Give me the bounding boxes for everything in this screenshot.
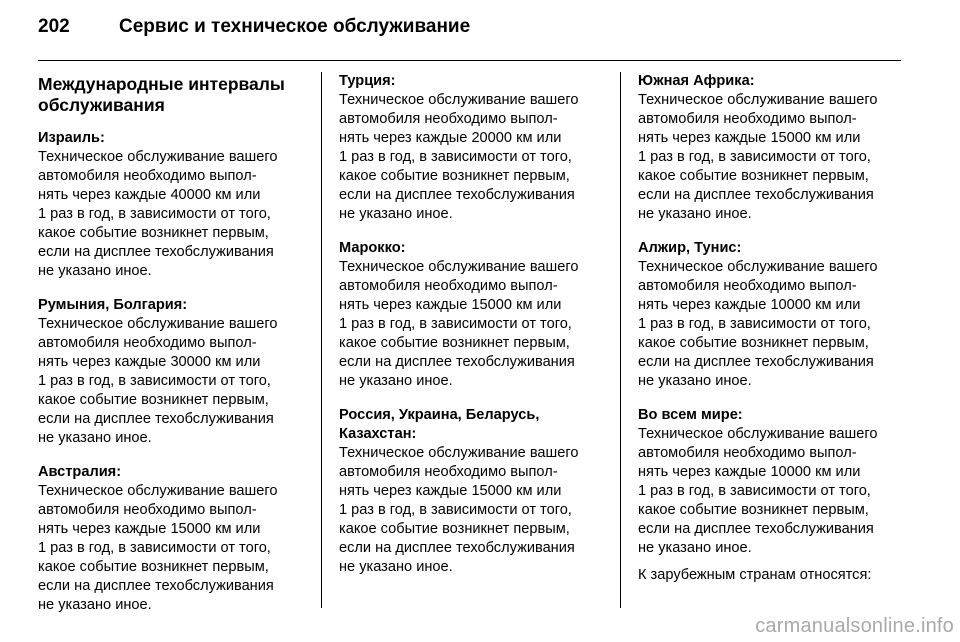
foreign-countries-note: К зарубежным странам относятся: [638,567,872,583]
section-title: Международные интервалы обслуживания [38,74,285,115]
entry-heading: Россия, Украина, Беларусь, [339,407,540,423]
entry-heading: Австралия: [38,464,122,480]
entry-line: автомобиля необходимо выпол- [38,168,257,184]
entry-line: если на дисплее техобслуживания [339,187,575,203]
entry-heading: Южная Африка: [638,73,755,89]
entry-line: 1 раз в год, в зависимости от того, [339,316,572,332]
interval-entry-romania-bulgaria [38,296,308,448]
entry-line: Техническое обслуживание вашего [339,92,579,108]
entry-line: нять через каждые 20000 км или [339,130,562,146]
interval-entry-israel [38,129,308,281]
entry-line: нять через каждые 15000 км или [638,130,861,146]
entry-line: нять через каждые 30000 км или [38,354,261,370]
entry-line: какое событие возникнет первым, [339,521,570,537]
entry-line: какое событие возникнет первым, [339,168,570,184]
entry-line: нять через каждые 15000 км или [339,297,562,313]
interval-entry-australia [38,463,308,615]
entry-line: не указано иное. [638,373,752,389]
entry-line: не указано иное. [339,559,453,575]
entry-line: если на дисплее техобслуживания [38,244,274,260]
entry-heading: Турция: [339,73,396,89]
entry-line: не указано иное. [339,206,453,222]
entry-heading: Казахстан: [339,426,417,442]
entry-line: 1 раз в год, в зависимости от того, [38,373,271,389]
entry-line: если на дисплее техобслуживания [339,540,575,556]
interval-entry-worldwide [638,406,908,558]
entry-line: автомобиля необходимо выпол- [638,445,857,461]
column-divider [321,72,322,608]
entry-line: 1 раз в год, в зависимости от того, [638,483,871,499]
entry-line: какое событие возникнет первым, [339,335,570,351]
entry-line: Техническое обслуживание вашего [638,92,878,108]
entry-line: какое событие возникнет первым, [38,225,269,241]
entry-line: Техническое обслуживание вашего [339,445,579,461]
entry-line: Техническое обслуживание вашего [638,259,878,275]
entry-line: 1 раз в год, в зависимости от того, [38,540,271,556]
entry-heading: Румыния, Болгария: [38,297,188,313]
entry-line: если на дисплее техобслуживания [638,354,874,370]
entry-line: какое событие возникнет первым, [638,168,869,184]
entry-line: нять через каждые 10000 км или [638,297,861,313]
column-divider [620,72,621,608]
entry-line: 1 раз в год, в зависимости от того, [638,316,871,332]
entry-line: не указано иное. [38,430,152,446]
entry-line: 1 раз в год, в зависимости от того, [339,502,572,518]
entry-line: нять через каждые 40000 км или [38,187,261,203]
entry-heading: Марокко: [339,240,406,256]
page-number: 202 [38,16,70,37]
entry-heading: Израиль: [38,130,105,146]
entry-line: нять через каждые 10000 км или [638,464,861,480]
entry-line: если на дисплее техобслуживания [38,578,274,594]
entry-line: не указано иное. [38,263,152,279]
entry-line: какое событие возникнет первым, [38,392,269,408]
entry-line: Техническое обслуживание вашего [38,316,278,332]
entry-line: Техническое обслуживание вашего [38,149,278,165]
entry-line: автомобиля необходимо выпол- [339,464,558,480]
entry-line: какое событие возникнет первым, [38,559,269,575]
entry-line: автомобиля необходимо выпол- [339,111,558,127]
interval-entry-algeria-tunisia [638,239,908,391]
interval-entry-morocco [339,239,607,391]
entry-line: не указано иное. [339,373,453,389]
entry-line: 1 раз в год, в зависимости от того, [638,149,871,165]
entry-line: Техническое обслуживание вашего [339,259,579,275]
interval-entry-russia-ukraine-belarus-kazakhstan [339,406,607,577]
entry-line: автомобиля необходимо выпол- [38,502,257,518]
entry-line: не указано иное. [38,597,152,613]
entry-line: автомобиля необходимо выпол- [638,278,857,294]
entry-line: автомобиля необходимо выпол- [339,278,558,294]
entry-line: Техническое обслуживание вашего [638,426,878,442]
entry-heading: Во всем мире: [638,407,743,423]
entry-line: Техническое обслуживание вашего [38,483,278,499]
entry-line: нять через каждые 15000 км или [339,483,562,499]
interval-entry-turkey [339,72,607,224]
chapter-title: Сервис и техническое обслуживание [119,16,471,37]
column-right [638,72,908,585]
entry-line: не указано иное. [638,540,752,556]
entry-line: если на дисплее техобслуживания [38,411,274,427]
entry-heading: Алжир, Тунис: [638,240,742,256]
entry-line: нять через каждые 15000 км или [38,521,261,537]
column-middle [339,72,607,592]
header-divider [38,60,901,61]
column-left [38,72,308,630]
watermark-text: carmanualsonline.info [755,615,954,637]
entry-line: какое событие возникнет первым, [638,502,869,518]
entry-line: не указано иное. [638,206,752,222]
entry-line: автомобиля необходимо выпол- [638,111,857,127]
page-header [38,16,470,50]
entry-line: если на дисплее техобслуживания [638,521,874,537]
entry-line: автомобиля необходимо выпол- [38,335,257,351]
interval-entry-south-africa [638,72,908,224]
entry-line: если на дисплее техобслуживания [638,187,874,203]
entry-line: 1 раз в год, в зависимости от того, [38,206,271,222]
entry-line: 1 раз в год, в зависимости от того, [339,149,572,165]
entry-line: какое событие возникнет первым, [638,335,869,351]
entry-line: если на дисплее техобслуживания [339,354,575,370]
